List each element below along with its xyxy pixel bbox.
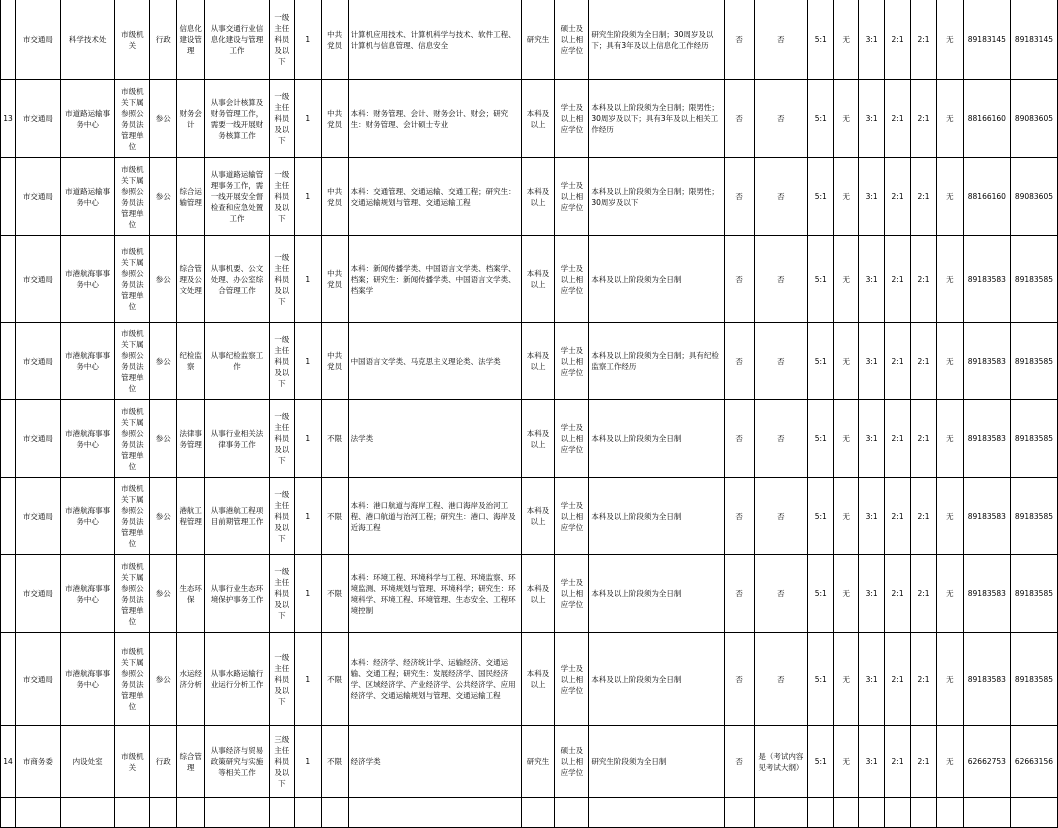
cell-unit: 市交通局 <box>15 158 60 236</box>
cell-f4: 无 <box>936 323 963 400</box>
cell-pol: 不限 <box>321 555 348 633</box>
cell-f2: 否 <box>754 236 808 323</box>
cell-other: 本科及以上阶段须为全日制；限男性；30周岁及以下；具有3年及以上相关工作经历 <box>589 80 724 158</box>
cell-unit: 市交通局 <box>15 555 60 633</box>
cell-ratio: 5:1 <box>808 80 834 158</box>
cell-f4: 无 <box>936 478 963 555</box>
cell-seq <box>1 0 16 80</box>
cell-t1: 89183583 <box>963 400 1010 478</box>
cell-seq <box>1 555 16 633</box>
table-row <box>1 236 1058 323</box>
cell-f2: 否 <box>754 400 808 478</box>
cell-count: 1 <box>294 633 321 726</box>
cell-seq <box>1 158 16 236</box>
cell-pos: 水运经济分析 <box>177 633 205 726</box>
cell-pol: 中共党员 <box>321 236 348 323</box>
cell-unit: 市交通局 <box>15 236 60 323</box>
cell-f2: 否 <box>754 80 808 158</box>
cell-r1: 3:1 <box>859 726 885 798</box>
cell-count: 1 <box>294 0 321 80</box>
cell-seq <box>1 323 16 400</box>
cell-duty: 从事水路运输行业运行分析工作 <box>205 633 270 726</box>
cell-t2: 89183585 <box>1010 478 1057 555</box>
cell-r1: 3:1 <box>859 236 885 323</box>
cell-pol: 中共党员 <box>321 80 348 158</box>
cell-unit: 市交通局 <box>15 400 60 478</box>
cell-ratio: 5:1 <box>808 478 834 555</box>
cell-f4: 无 <box>936 236 963 323</box>
cell-edu: 本科及以上 <box>521 236 555 323</box>
table-row <box>1 555 1058 633</box>
cell-r3: 2:1 <box>911 633 937 726</box>
cell-f3: 无 <box>834 80 859 158</box>
cell-grade: 一级主任科员及以下 <box>269 633 294 726</box>
cell-type: 参公 <box>150 323 177 400</box>
cell-f2: 否 <box>754 158 808 236</box>
cell-level: 市级机关下属参照公务员法管理单位 <box>115 323 150 400</box>
cell-t2: 62663156 <box>1010 726 1057 798</box>
cell-f1: 否 <box>724 323 754 400</box>
cell-t1: 89183583 <box>963 236 1010 323</box>
cell-f1: 否 <box>724 478 754 555</box>
cell-f2: 否 <box>754 478 808 555</box>
cell-pos: 综合管理及公文处理 <box>177 236 205 323</box>
cell-f3: 无 <box>834 726 859 798</box>
cell-r1: 3:1 <box>859 633 885 726</box>
cell-unit: 市交通局 <box>15 633 60 726</box>
cell-edu: 本科及以上 <box>521 80 555 158</box>
cell-unit <box>15 798 60 828</box>
cell-unit: 市交通局 <box>15 80 60 158</box>
cell-level: 市级机关下属参照公务员法管理单位 <box>115 236 150 323</box>
cell-f1: 否 <box>724 555 754 633</box>
cell-pos: 财务会计 <box>177 80 205 158</box>
cell-r2 <box>885 798 911 828</box>
cell-other: 本科及以上阶段须为全日制 <box>589 400 724 478</box>
cell-ratio: 5:1 <box>808 158 834 236</box>
table-row <box>1 478 1058 555</box>
cell-t1: 89183583 <box>963 633 1010 726</box>
cell-r3: 2:1 <box>911 400 937 478</box>
table-row <box>1 323 1058 400</box>
cell-r3: 2:1 <box>911 158 937 236</box>
table-row <box>1 633 1058 726</box>
cell-r1 <box>859 798 885 828</box>
cell-major: 中国语言文学类、马克思主义理论类、法学类 <box>348 323 521 400</box>
cell-grade: 一级主任科员及以下 <box>269 236 294 323</box>
cell-type: 参公 <box>150 555 177 633</box>
cell-f2: 否 <box>754 633 808 726</box>
cell-grade <box>269 798 294 828</box>
cell-count <box>294 798 321 828</box>
cell-f4: 无 <box>936 80 963 158</box>
cell-f3: 无 <box>834 633 859 726</box>
cell-r3: 2:1 <box>911 478 937 555</box>
cell-other: 本科及以上阶段须为全日制 <box>589 236 724 323</box>
cell-major <box>348 798 521 828</box>
cell-r2: 2:1 <box>885 0 911 80</box>
cell-pos: 综合管理 <box>177 726 205 798</box>
cell-major: 本科：新闻传播学类、中国语言文学类、档案学、档案；研究生：新闻传播学类、中国语言文学类、档案学 <box>348 236 521 323</box>
cell-level: 市级机关下属参照公务员法管理单位 <box>115 80 150 158</box>
cell-t1: 62662753 <box>963 726 1010 798</box>
cell-r1: 3:1 <box>859 400 885 478</box>
cell-grade: 一级主任科员及以下 <box>269 555 294 633</box>
cell-t1: 89183583 <box>963 478 1010 555</box>
cell-r2: 2:1 <box>885 158 911 236</box>
cell-dept: 市港航海事事务中心 <box>60 236 115 323</box>
cell-other: 本科及以上阶段须为全日制；限男性；30周岁及以下 <box>589 158 724 236</box>
cell-other: 研究生阶段须为全日制 <box>589 726 724 798</box>
cell-duty: 从事行业生态环境保护事务工作 <box>205 555 270 633</box>
cell-degree: 学士及以上相应学位 <box>555 236 589 323</box>
cell-edu: 本科及以上 <box>521 323 555 400</box>
cell-dept: 市港航海事事务中心 <box>60 323 115 400</box>
cell-ratio: 5:1 <box>808 0 834 80</box>
cell-type: 行政 <box>150 0 177 80</box>
cell-dept: 市港航海事事务中心 <box>60 633 115 726</box>
cell-count: 1 <box>294 158 321 236</box>
cell-f1 <box>724 798 754 828</box>
cell-seq: 14 <box>1 726 16 798</box>
cell-f3: 无 <box>834 323 859 400</box>
cell-major: 本科：财务管理、会计、财务会计、财会；研究生：财务管理、会计硕士专业 <box>348 80 521 158</box>
cell-f2: 否 <box>754 323 808 400</box>
cell-r3: 2:1 <box>911 726 937 798</box>
cell-edu: 本科及以上 <box>521 478 555 555</box>
cell-f3: 无 <box>834 478 859 555</box>
cell-f1: 否 <box>724 726 754 798</box>
cell-r3: 2:1 <box>911 236 937 323</box>
cell-duty: 从事港航工程项目前期管理工作 <box>205 478 270 555</box>
cell-count: 1 <box>294 726 321 798</box>
cell-t1: 88166160 <box>963 80 1010 158</box>
cell-ratio: 5:1 <box>808 633 834 726</box>
cell-degree: 学士及以上相应学位 <box>555 478 589 555</box>
cell-r2: 2:1 <box>885 555 911 633</box>
cell-dept: 市港航海事事务中心 <box>60 555 115 633</box>
cell-count: 1 <box>294 236 321 323</box>
cell-r3 <box>911 798 937 828</box>
cell-dept: 市道路运输事务中心 <box>60 80 115 158</box>
cell-f3 <box>834 798 859 828</box>
cell-ratio: 5:1 <box>808 400 834 478</box>
table-row <box>1 726 1058 798</box>
table-row <box>1 158 1058 236</box>
cell-dept: 市港航海事事务中心 <box>60 400 115 478</box>
cell-grade: 一级主任科员及以下 <box>269 158 294 236</box>
cell-type: 参公 <box>150 236 177 323</box>
cell-pos: 生态环保 <box>177 555 205 633</box>
cell-duty: 从事机要、公文处理、办公室综合管理工作 <box>205 236 270 323</box>
cell-ratio: 5:1 <box>808 236 834 323</box>
cell-other: 本科及以上阶段须为全日制 <box>589 478 724 555</box>
cell-dept: 市道路运输事务中心 <box>60 158 115 236</box>
cell-grade: 一级主任科员及以下 <box>269 478 294 555</box>
cell-edu: 本科及以上 <box>521 555 555 633</box>
cell-pos: 法律事务管理 <box>177 400 205 478</box>
cell-degree: 硕士及以上相应学位 <box>555 0 589 80</box>
cell-f4: 无 <box>936 0 963 80</box>
cell-t2: 89183585 <box>1010 400 1057 478</box>
cell-f2: 是（考试内容见考试大纲） <box>754 726 808 798</box>
cell-ratio: 5:1 <box>808 726 834 798</box>
table-row <box>1 400 1058 478</box>
cell-count: 1 <box>294 323 321 400</box>
cell-pol: 不限 <box>321 726 348 798</box>
cell-t2: 89183585 <box>1010 633 1057 726</box>
cell-r1: 3:1 <box>859 555 885 633</box>
cell-degree: 学士及以上相应学位 <box>555 633 589 726</box>
cell-seq <box>1 400 16 478</box>
cell-r2: 2:1 <box>885 726 911 798</box>
cell-edu: 本科及以上 <box>521 400 555 478</box>
cell-edu: 本科及以上 <box>521 633 555 726</box>
cell-pos: 港航工程管理 <box>177 478 205 555</box>
cell-f1: 否 <box>724 400 754 478</box>
cell-duty: 从事会计核算及财务管理工作，需要一线开展财务核算工作 <box>205 80 270 158</box>
cell-major: 本科：港口航道与海岸工程、港口海岸及治河工程、港口航道与治河工程；研究生：港口、海岸及近海工程 <box>348 478 521 555</box>
cell-count: 1 <box>294 80 321 158</box>
cell-t2: 89183145 <box>1010 0 1057 80</box>
cell-f3: 无 <box>834 555 859 633</box>
cell-r2: 2:1 <box>885 236 911 323</box>
cell-t2: 89183585 <box>1010 555 1057 633</box>
cell-type <box>150 798 177 828</box>
cell-f2: 否 <box>754 555 808 633</box>
cell-level: 市级机关下属参照公务员法管理单位 <box>115 633 150 726</box>
cell-level: 市级机关下属参照公务员法管理单位 <box>115 400 150 478</box>
cell-f1: 否 <box>724 158 754 236</box>
cell-r3: 2:1 <box>911 0 937 80</box>
cell-edu: 本科及以上 <box>521 158 555 236</box>
table-row <box>1 0 1058 80</box>
cell-type: 参公 <box>150 80 177 158</box>
cell-grade: 一级主任科员及以下 <box>269 400 294 478</box>
cell-major: 法学类 <box>348 400 521 478</box>
cell-other: 本科及以上阶段须为全日制 <box>589 555 724 633</box>
cell-r2: 2:1 <box>885 633 911 726</box>
cell-unit: 市交通局 <box>15 0 60 80</box>
cell-f3: 无 <box>834 0 859 80</box>
cell-other: 研究生阶段须为全日制；30周岁及以下；具有3年及以上信息化工作经历 <box>589 0 724 80</box>
cell-f3: 无 <box>834 400 859 478</box>
cell-unit: 市交通局 <box>15 478 60 555</box>
cell-f4: 无 <box>936 726 963 798</box>
cell-type: 参公 <box>150 158 177 236</box>
cell-pol <box>321 798 348 828</box>
cell-f4: 无 <box>936 400 963 478</box>
cell-edu: 研究生 <box>521 0 555 80</box>
cell-count: 1 <box>294 555 321 633</box>
cell-r3: 2:1 <box>911 80 937 158</box>
cell-level <box>115 798 150 828</box>
cell-r3: 2:1 <box>911 555 937 633</box>
cell-pol: 不限 <box>321 633 348 726</box>
cell-f1: 否 <box>724 236 754 323</box>
cell-seq: 13 <box>1 80 16 158</box>
cell-ratio: 5:1 <box>808 323 834 400</box>
cell-duty: 从事交通行业信息化建设与管理工作 <box>205 0 270 80</box>
cell-major: 本科：环境工程、环境科学与工程、环境监察、环境监测、环境规划与管理、环境科学；研究生：环境科学、环境工程、环境管理、生态安全、工程环境控制 <box>348 555 521 633</box>
cell-degree: 学士及以上相应学位 <box>555 323 589 400</box>
cell-ratio <box>808 798 834 828</box>
cell-grade: 一级主任科员及以下 <box>269 323 294 400</box>
cell-grade: 三级主任科员及以下 <box>269 726 294 798</box>
cell-f3: 无 <box>834 236 859 323</box>
cell-type: 参公 <box>150 633 177 726</box>
cell-r1: 3:1 <box>859 478 885 555</box>
cell-r2: 2:1 <box>885 323 911 400</box>
cell-r2: 2:1 <box>885 80 911 158</box>
cell-seq <box>1 633 16 726</box>
cell-duty: 从事纪检监察工作 <box>205 323 270 400</box>
cell-degree: 学士及以上相应学位 <box>555 158 589 236</box>
cell-dept <box>60 798 115 828</box>
cell-pol: 不限 <box>321 478 348 555</box>
cell-r2: 2:1 <box>885 400 911 478</box>
cell-other <box>589 798 724 828</box>
cell-duty <box>205 798 270 828</box>
cell-ratio: 5:1 <box>808 555 834 633</box>
cell-f1: 否 <box>724 80 754 158</box>
cell-t1: 88166160 <box>963 158 1010 236</box>
table-row <box>1 80 1058 158</box>
cell-type: 参公 <box>150 478 177 555</box>
cell-level: 市级机关下属参照公务员法管理单位 <box>115 478 150 555</box>
cell-t2 <box>1010 798 1057 828</box>
cell-level: 市级机关下属参照公务员法管理单位 <box>115 158 150 236</box>
cell-t2: 89083605 <box>1010 158 1057 236</box>
cell-edu <box>521 798 555 828</box>
cell-r1: 3:1 <box>859 323 885 400</box>
cell-f1: 否 <box>724 0 754 80</box>
cell-dept: 内设处室 <box>60 726 115 798</box>
cell-r3: 2:1 <box>911 323 937 400</box>
cell-degree: 学士及以上相应学位 <box>555 555 589 633</box>
cell-f4: 无 <box>936 158 963 236</box>
cell-seq <box>1 236 16 323</box>
cell-f2: 否 <box>754 0 808 80</box>
cell-r2: 2:1 <box>885 478 911 555</box>
cell-seq <box>1 478 16 555</box>
cell-level: 市级机关下属参照公务员法管理单位 <box>115 555 150 633</box>
cell-unit: 市交通局 <box>15 323 60 400</box>
cell-t1: 89183583 <box>963 555 1010 633</box>
cell-seq <box>1 798 16 828</box>
cell-duty: 从事行业相关法律事务工作 <box>205 400 270 478</box>
cell-t1: 89183583 <box>963 323 1010 400</box>
cell-duty: 从事经济与贸易政策研究与实施等相关工作 <box>205 726 270 798</box>
cell-count: 1 <box>294 478 321 555</box>
cell-t2: 89083605 <box>1010 80 1057 158</box>
cell-t2: 89183585 <box>1010 236 1057 323</box>
cell-major: 计算机应用技术、计算机科学与技术、软件工程、计算机与信息管理、信息安全 <box>348 0 521 80</box>
cell-f1: 否 <box>724 633 754 726</box>
cell-t1: 89183145 <box>963 0 1010 80</box>
cell-dept: 科学技术处 <box>60 0 115 80</box>
cell-other: 本科及以上阶段须为全日制 <box>589 633 724 726</box>
cell-grade: 一级主任科员及以下 <box>269 80 294 158</box>
cell-r1: 3:1 <box>859 0 885 80</box>
cell-pol: 中共党员 <box>321 158 348 236</box>
cell-grade: 一级主任科员及以下 <box>269 0 294 80</box>
cell-f4 <box>936 798 963 828</box>
cell-pol: 不限 <box>321 400 348 478</box>
cell-unit: 市商务委 <box>15 726 60 798</box>
cell-pol: 中共党员 <box>321 0 348 80</box>
cell-duty: 从事道路运输管理事务工作，需一线开展安全督检查和应急处置工作 <box>205 158 270 236</box>
cell-count: 1 <box>294 400 321 478</box>
cell-f4: 无 <box>936 633 963 726</box>
cell-other: 本科及以上阶段须为全日制；具有纪检监察工作经历 <box>589 323 724 400</box>
cell-pos: 纪检监察 <box>177 323 205 400</box>
cell-level: 市级机关 <box>115 0 150 80</box>
cell-major: 经济学类 <box>348 726 521 798</box>
cell-f4: 无 <box>936 555 963 633</box>
cell-degree: 学士及以上相应学位 <box>555 80 589 158</box>
cell-t1 <box>963 798 1010 828</box>
cell-pos <box>177 798 205 828</box>
cell-type: 行政 <box>150 726 177 798</box>
cell-degree <box>555 798 589 828</box>
cell-f2 <box>754 798 808 828</box>
cell-major: 本科：交通管理、交通运输、交通工程；研究生：交通运输规划与管理、交通运输工程 <box>348 158 521 236</box>
cell-degree: 学士及以上相应学位 <box>555 400 589 478</box>
cell-pos: 信息化建设管理 <box>177 0 205 80</box>
cell-pol: 中共党员 <box>321 323 348 400</box>
cell-degree: 硕士及以上相应学位 <box>555 726 589 798</box>
cell-level: 市级机关 <box>115 726 150 798</box>
cell-dept: 市港航海事事务中心 <box>60 478 115 555</box>
cell-edu: 研究生 <box>521 726 555 798</box>
cell-major: 本科：经济学、经济统计学、运输经济、交通运输、交通工程；研究生：发展经济学、国民经济学、区域经济学、产业经济学、公共经济学、应用经济学、交通运输规划与管理、交通运输工程 <box>348 633 521 726</box>
cell-r1: 3:1 <box>859 80 885 158</box>
table-row <box>1 798 1058 828</box>
cell-t2: 89183585 <box>1010 323 1057 400</box>
cell-pos: 综合运输管理 <box>177 158 205 236</box>
cell-r1: 3:1 <box>859 158 885 236</box>
cell-type: 参公 <box>150 400 177 478</box>
cell-f3: 无 <box>834 158 859 236</box>
